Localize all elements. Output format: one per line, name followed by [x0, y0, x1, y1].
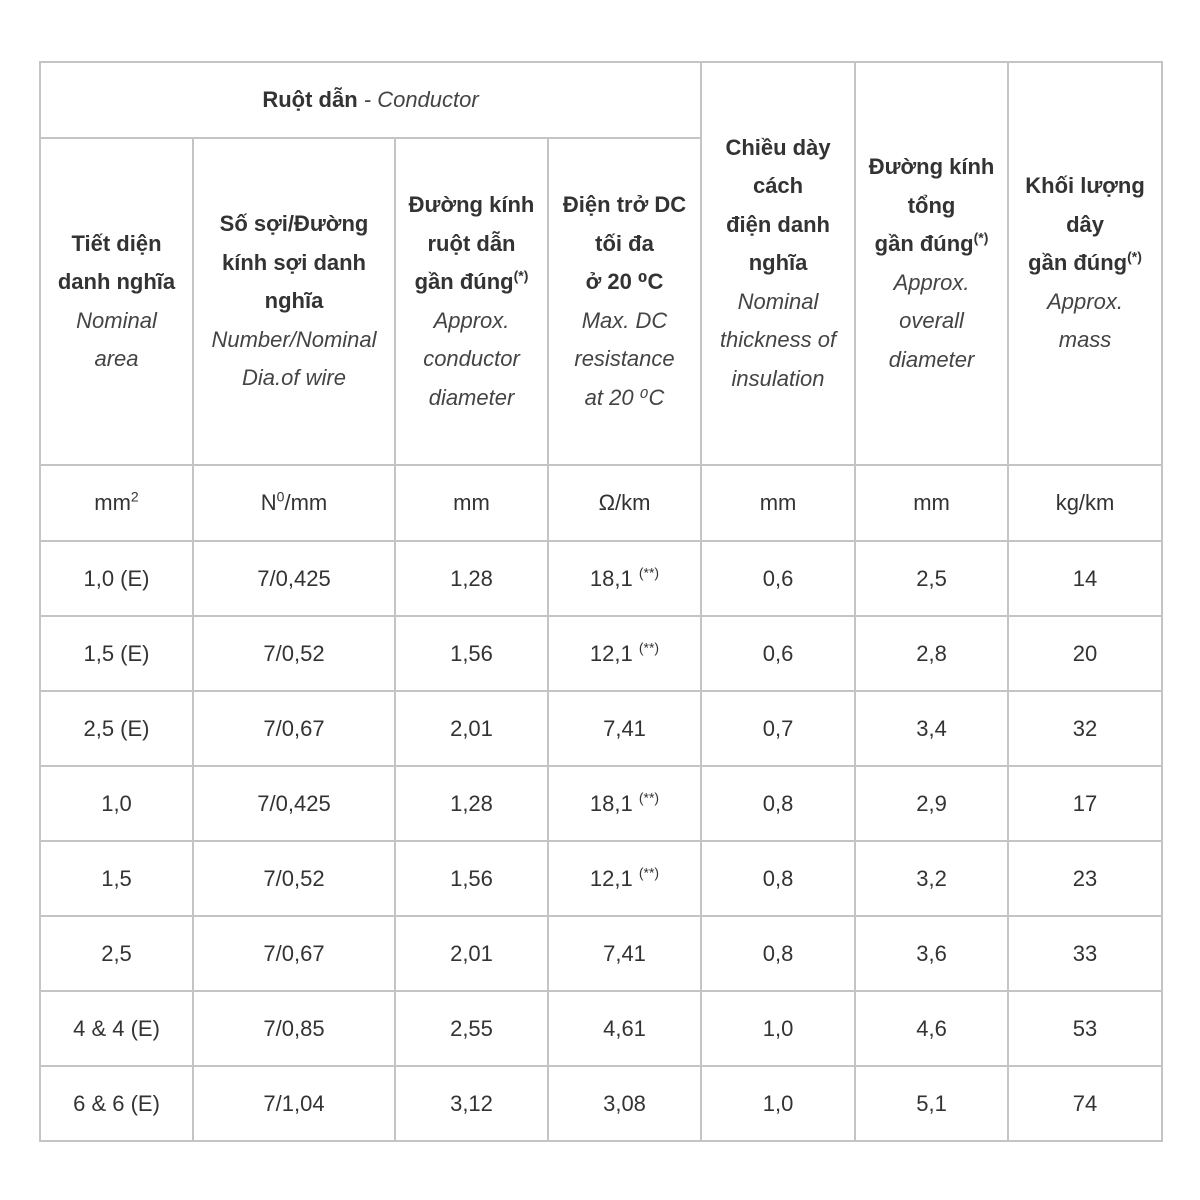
- cell-value: 1,5: [101, 865, 132, 891]
- conductor-label-separator: -: [357, 87, 378, 112]
- table-row: [40, 616, 1162, 691]
- overall-diameter-cell: [855, 1066, 1008, 1141]
- cell-value: 1,0: [101, 790, 132, 816]
- table-row: [40, 841, 1162, 916]
- header-en-line: Max. DC: [581, 307, 668, 333]
- cell-value: 3,2: [916, 865, 947, 891]
- cable-spec-table: [39, 61, 1163, 1142]
- wire-cell: [193, 766, 395, 841]
- unit-row: [40, 465, 1162, 541]
- cell-value: 1,5 (E): [83, 640, 150, 666]
- header-vi-line: Đường kính: [868, 154, 995, 179]
- cell-value: 7/0,425: [257, 565, 331, 591]
- table-row: [40, 541, 1162, 616]
- cell-value: 0,7: [762, 715, 794, 741]
- header-en-line: area: [94, 346, 139, 371]
- insulation-cell: [701, 1066, 855, 1141]
- cell-value: 1,0: [762, 1015, 794, 1041]
- cell-value: 18,1: [589, 790, 633, 816]
- header-overall-diameter: [855, 62, 1008, 465]
- conductor-label-vi: Ruột dẫn: [262, 87, 358, 112]
- cell-value: 7,41: [603, 715, 646, 741]
- footnote-marker: (**): [638, 564, 660, 581]
- overall-diameter-cell: [855, 616, 1008, 691]
- header-en-line: Number/Nominal: [211, 326, 377, 352]
- header-vi-line: kính sợi danh: [222, 249, 366, 275]
- header-dc-resistance: [548, 138, 701, 465]
- wire-cell: [193, 541, 395, 616]
- footnote-marker: (*): [973, 229, 989, 246]
- cell-value: 7/0,67: [263, 940, 325, 966]
- header-en-line: insulation: [731, 365, 825, 391]
- mass-cell: [1008, 766, 1162, 841]
- cell-value: 7/0,67: [263, 715, 325, 741]
- conductor-diameter-cell: [395, 616, 548, 691]
- cell-value: 2,55: [450, 1015, 493, 1041]
- insulation-cell: [701, 691, 855, 766]
- cell-value: 32: [1072, 715, 1098, 741]
- overall-diameter-cell: [855, 916, 1008, 991]
- mass-cell: [1008, 1066, 1162, 1141]
- unit-cell: [395, 465, 548, 541]
- cell-value: 1,0: [762, 1090, 794, 1116]
- cell-value: 2,01: [450, 940, 493, 966]
- unit-text: kg/km: [1055, 490, 1115, 515]
- cell-value: 1,56: [450, 640, 493, 666]
- cell-value: 1,0 (E): [83, 565, 150, 591]
- cell-value: 2,5 (E): [83, 715, 150, 741]
- cell-value: 33: [1072, 940, 1098, 966]
- header-en-line: Approx.: [433, 307, 510, 333]
- area-cell: [40, 841, 193, 916]
- unit-cell: [40, 465, 193, 541]
- header-vi-line: danh nghĩa: [57, 269, 176, 294]
- footnote-marker: (**): [638, 789, 660, 806]
- conductor-diameter-cell: [395, 916, 548, 991]
- footnote-marker: (*): [513, 267, 529, 284]
- unit-superscript: 0: [276, 488, 285, 505]
- table-row: [40, 691, 1162, 766]
- header-nominal-area: [40, 138, 193, 465]
- area-cell: [40, 616, 193, 691]
- cell-value: 7/1,04: [263, 1090, 325, 1116]
- cell-value: 3,08: [603, 1090, 646, 1116]
- cell-value: 17: [1072, 790, 1098, 816]
- header-en-line: Nominal: [76, 307, 157, 333]
- overall-diameter-cell: [855, 766, 1008, 841]
- cell-value: 2,8: [916, 640, 947, 666]
- cell-value: 2,5: [101, 940, 132, 966]
- header-vi-line: Khối lượng: [1025, 173, 1145, 199]
- cell-value: 1,56: [450, 865, 493, 891]
- header-vi-line: gần đúng(*): [1028, 248, 1142, 276]
- cell-value: 0,8: [762, 865, 794, 891]
- insulation-cell: [701, 766, 855, 841]
- cell-value: 2,01: [450, 715, 493, 741]
- mass-cell: [1008, 616, 1162, 691]
- unit-text: mm: [453, 490, 490, 515]
- header-vi-line: tổng: [907, 192, 956, 218]
- conductor-diameter-cell: [395, 1066, 548, 1141]
- cell-value: 53: [1072, 1015, 1098, 1041]
- insulation-cell: [701, 616, 855, 691]
- resistance-cell: [548, 841, 701, 916]
- unit-cell: [193, 465, 395, 541]
- header-en-line: Approx.: [1047, 288, 1123, 314]
- cell-value: 0,6: [762, 565, 794, 591]
- cell-value: 0,8: [762, 790, 794, 816]
- header-vi-line: Số sợi/Đường: [219, 211, 369, 237]
- overall-diameter-cell: [855, 991, 1008, 1066]
- cell-value: 1,28: [450, 565, 493, 591]
- area-cell: [40, 691, 193, 766]
- header-en-line: conductor: [423, 346, 520, 371]
- header-en-line: overall: [899, 308, 964, 333]
- unit-text: N: [260, 490, 277, 515]
- header-en-line: thickness of: [719, 327, 837, 353]
- mass-cell: [1008, 541, 1162, 616]
- cell-value: 74: [1072, 1090, 1098, 1116]
- mass-cell: [1008, 991, 1162, 1066]
- header-mass: [1008, 62, 1162, 465]
- conductor-diameter-cell: [395, 541, 548, 616]
- header-en-line: Approx.: [893, 269, 970, 295]
- cell-value: 18,1: [589, 565, 633, 591]
- insulation-cell: [701, 841, 855, 916]
- cell-value: 7/0,85: [263, 1015, 325, 1041]
- header-vi-line: Đường kính: [408, 192, 535, 217]
- cell-value: 3,6: [916, 940, 947, 966]
- header-vi-line: ở 20 ⁰C: [585, 269, 664, 294]
- cell-value: 7/0,52: [263, 640, 325, 666]
- cell-value: 4,6: [916, 1015, 947, 1041]
- header-vi-line: dây: [1066, 211, 1104, 237]
- area-cell: [40, 991, 193, 1066]
- conductor-diameter-cell: [395, 766, 548, 841]
- header-vi-line: cách: [752, 173, 804, 199]
- resistance-cell: [548, 766, 701, 841]
- cell-value: 14: [1072, 565, 1098, 591]
- resistance-cell: [548, 541, 701, 616]
- wire-cell: [193, 916, 395, 991]
- cell-value: 23: [1072, 865, 1098, 891]
- cell-value: 3,4: [916, 715, 947, 741]
- header-vi-line: Tiết diện: [71, 230, 162, 256]
- unit-cell: [548, 465, 701, 541]
- conductor-label-en: Conductor: [377, 87, 479, 112]
- unit-text: Ω/km: [598, 490, 651, 515]
- cell-value: 20: [1072, 640, 1098, 666]
- overall-diameter-cell: [855, 541, 1008, 616]
- header-conductor-diameter: [395, 138, 548, 465]
- header-vi-line: Điện trở DC: [562, 192, 687, 217]
- header-en-line: at 20 ⁰C: [584, 384, 665, 410]
- unit-text: mm: [913, 490, 950, 515]
- cell-value: 3,12: [450, 1090, 493, 1116]
- wire-cell: [193, 616, 395, 691]
- header-vi-line: ruột dẫn: [427, 230, 516, 256]
- area-cell: [40, 766, 193, 841]
- resistance-cell: [548, 691, 701, 766]
- cell-value: 12,1: [589, 640, 633, 666]
- header-en-line: Dia.of wire: [242, 365, 346, 391]
- unit-superscript: 2: [130, 488, 139, 505]
- header-wire-number: [193, 138, 395, 465]
- cell-value: 0,6: [762, 640, 794, 666]
- resistance-cell: [548, 1066, 701, 1141]
- mass-cell: [1008, 691, 1162, 766]
- wire-cell: [193, 991, 395, 1066]
- overall-diameter-cell: [855, 841, 1008, 916]
- cell-value: 7/0,52: [263, 865, 325, 891]
- insulation-cell: [701, 916, 855, 991]
- header-vi-line: Chiều dày: [725, 134, 831, 160]
- unit-text: /mm: [284, 490, 328, 515]
- cell-value: 2,9: [916, 790, 947, 816]
- resistance-cell: [548, 616, 701, 691]
- cell-value: 7/0,425: [257, 790, 331, 816]
- insulation-cell: [701, 541, 855, 616]
- cell-value: 4,61: [603, 1015, 646, 1041]
- wire-cell: [193, 691, 395, 766]
- table-row: [40, 1066, 1162, 1141]
- header-en-line: diameter: [888, 346, 975, 372]
- resistance-cell: [548, 916, 701, 991]
- header-vi-line: nghĩa: [264, 288, 324, 314]
- unit-cell: [1008, 465, 1162, 541]
- header-en-line: resistance: [574, 346, 675, 371]
- cell-value: 4 & 4 (E): [73, 1015, 160, 1041]
- unit-text: mm: [94, 490, 131, 515]
- overall-diameter-cell: [855, 691, 1008, 766]
- cell-value: 5,1: [916, 1090, 947, 1116]
- header-vi-line: tối đa: [595, 230, 654, 256]
- insulation-cell: [701, 991, 855, 1066]
- area-cell: [40, 1066, 193, 1141]
- footnote-marker: (**): [638, 639, 660, 656]
- resistance-cell: [548, 991, 701, 1066]
- cell-value: 12,1: [589, 865, 633, 891]
- header-vi-line: điện danh: [726, 211, 830, 237]
- conductor-diameter-cell: [395, 991, 548, 1066]
- cell-value: 6 & 6 (E): [73, 1090, 160, 1116]
- wire-cell: [193, 1066, 395, 1141]
- unit-cell: [701, 465, 855, 541]
- conductor-diameter-cell: [395, 841, 548, 916]
- mass-cell: [1008, 916, 1162, 991]
- conductor-group-header: [40, 62, 701, 138]
- footnote-marker: (**): [638, 864, 660, 881]
- table-body: [40, 62, 1162, 1141]
- cell-value: 1,28: [450, 790, 493, 816]
- header-en-line: diameter: [428, 384, 515, 410]
- group-header-row: [40, 62, 1162, 138]
- footnote-marker: (*): [1127, 248, 1142, 265]
- conductor-diameter-cell: [395, 691, 548, 766]
- cell-value: 0,8: [762, 940, 794, 966]
- wire-cell: [193, 841, 395, 916]
- unit-cell: [855, 465, 1008, 541]
- mass-cell: [1008, 841, 1162, 916]
- header-en-line: Nominal: [737, 288, 819, 314]
- area-cell: [40, 916, 193, 991]
- area-cell: [40, 541, 193, 616]
- table-row: [40, 916, 1162, 991]
- cell-value: 7,41: [603, 940, 646, 966]
- header-insulation-thickness: [701, 62, 855, 465]
- table-row: [40, 766, 1162, 841]
- cell-value: 2,5: [916, 565, 947, 591]
- header-vi-line: gần đúng(*): [414, 267, 529, 294]
- table-row: [40, 991, 1162, 1066]
- header-en-line: mass: [1058, 327, 1112, 353]
- header-vi-line: nghĩa: [748, 250, 808, 276]
- unit-text: mm: [759, 490, 797, 515]
- header-vi-line: gần đúng(*): [874, 229, 989, 256]
